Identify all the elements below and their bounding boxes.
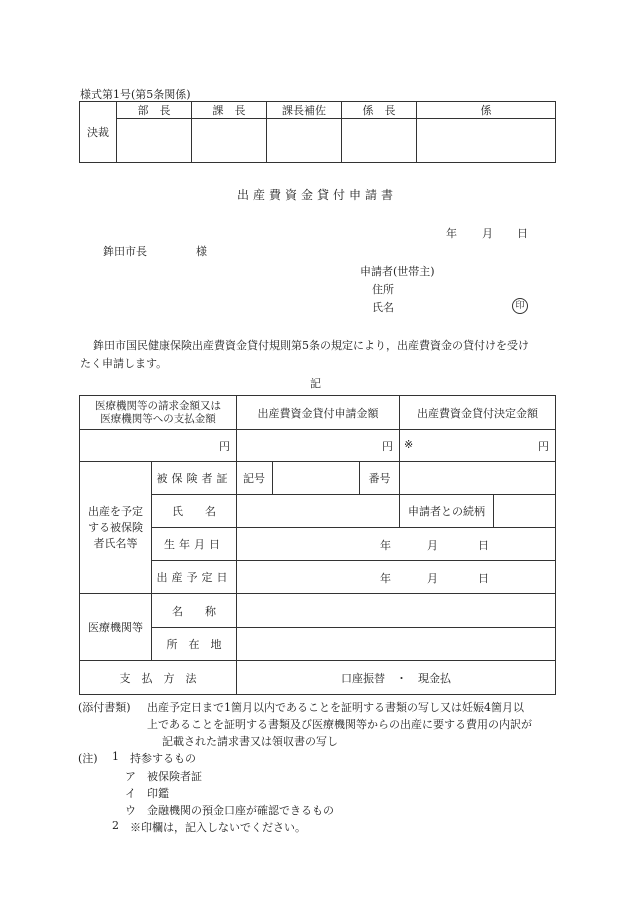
col-header-decided: 出産費資金貸付決定金額 bbox=[400, 396, 556, 430]
approval-col-bucho: 部 長 bbox=[117, 102, 192, 119]
billed-amount-field[interactable]: 円 bbox=[80, 430, 237, 462]
note1-sub-u: ウ 金融機関の預金口座が確認できるもの bbox=[125, 804, 334, 817]
attachments-line2: 上であることを証明する書類及び医療機関等からの出産に要する費用の内訳が bbox=[147, 718, 532, 731]
addressee-name: 鉾田市長 bbox=[103, 245, 147, 258]
facility-name-field[interactable] bbox=[237, 594, 556, 628]
attachments-line1: 出産予定日まで1箇月以内であることを証明する書類の写し又は妊娠4箇月以 bbox=[147, 701, 524, 714]
requested-amount-field[interactable]: 円 bbox=[237, 430, 400, 462]
payment-method-label: 支 払 方 法 bbox=[80, 661, 237, 695]
insured-name-label: 氏 名 bbox=[152, 495, 237, 528]
applicant-label: 申請者(世帯主) bbox=[360, 265, 435, 278]
approval-label: 決裁 bbox=[80, 102, 117, 163]
approval-table bbox=[79, 101, 556, 163]
approval-col-kakaricho: 係 長 bbox=[342, 102, 417, 119]
payment-method-options[interactable]: 口座振替 ・ 現金払 bbox=[237, 661, 556, 695]
col-header-billed: 医療機関等の請求金額又は 医療機関等への支払金額 bbox=[80, 396, 237, 430]
body-text-line1: 鉾田市国民健康保険出産費資金貸付規則第5条の規定により，出産費資金の貸付けを受け bbox=[93, 339, 529, 352]
approval-col-kacho: 課 長 bbox=[192, 102, 267, 119]
addressee-honorific: 様 bbox=[196, 245, 207, 258]
birth-date-label: 生年月日 bbox=[152, 528, 237, 561]
facility-address-label: 所 在 地 bbox=[152, 628, 237, 661]
application-table bbox=[79, 395, 556, 695]
relation-label: 申請者との続柄 bbox=[400, 495, 494, 528]
col-header-requested: 出産費資金貸付申請金額 bbox=[237, 396, 400, 430]
note1-text: 持参するもの bbox=[130, 752, 196, 765]
relation-field[interactable] bbox=[494, 495, 556, 528]
body-text-line2: たく申請します。 bbox=[80, 357, 168, 370]
bango-field[interactable] bbox=[400, 462, 556, 495]
facility-name-label: 名 称 bbox=[152, 594, 237, 628]
approval-stamp-cell[interactable] bbox=[192, 119, 267, 163]
due-date-label: 出産予定日 bbox=[152, 561, 237, 594]
decided-amount-field: ※ 円 bbox=[400, 430, 556, 462]
insured-group-label: 出産を予定 する被保険 者氏名等 bbox=[80, 462, 152, 594]
attachments-line3: 記載された請求書又は領収書の写し bbox=[162, 735, 338, 748]
form-number: 様式第1号(第5条関係) bbox=[80, 88, 191, 101]
date-day: 日 bbox=[517, 227, 528, 240]
approval-col-kakari: 係 bbox=[417, 102, 556, 119]
attachments-label: (添付書類) bbox=[78, 701, 131, 714]
due-date-field[interactable]: 年 月 日 bbox=[237, 561, 556, 594]
facility-group-label: 医療機関等 bbox=[80, 594, 152, 661]
insured-name-field[interactable] bbox=[237, 495, 400, 528]
date-year: 年 bbox=[446, 227, 457, 240]
kigo-field[interactable] bbox=[273, 462, 360, 495]
note2-number: 2 bbox=[112, 819, 119, 832]
birth-date-field[interactable]: 年 月 日 bbox=[237, 528, 556, 561]
kigo-label: 記号 bbox=[237, 462, 273, 495]
note1-sub-a: ア 被保険者証 bbox=[125, 770, 202, 783]
applicant-address-label: 住所 bbox=[372, 283, 394, 296]
approval-stamp-cell[interactable] bbox=[417, 119, 556, 163]
applicant-name-label: 氏名 bbox=[372, 301, 394, 314]
approval-col-kachohosa: 課長補佐 bbox=[267, 102, 342, 119]
note2-text: ※印欄は，記入しないでください。 bbox=[130, 821, 306, 834]
approval-stamp-cell[interactable] bbox=[342, 119, 417, 163]
seal-icon: 印 bbox=[512, 298, 528, 314]
note1-number: 1 bbox=[112, 750, 119, 763]
note1-sub-i: イ 印鑑 bbox=[125, 787, 169, 800]
facility-address-field[interactable] bbox=[237, 628, 556, 661]
date-month: 月 bbox=[482, 227, 493, 240]
ki-label: 記 bbox=[310, 377, 321, 390]
approval-stamp-cell[interactable] bbox=[117, 119, 192, 163]
insurance-card-label: 被保険者証 bbox=[152, 462, 237, 495]
notes-label: (注) bbox=[78, 752, 98, 765]
bango-label: 番号 bbox=[360, 462, 400, 495]
document-title: 出産費資金貸付申請書 bbox=[237, 188, 398, 202]
approval-stamp-cell[interactable] bbox=[267, 119, 342, 163]
